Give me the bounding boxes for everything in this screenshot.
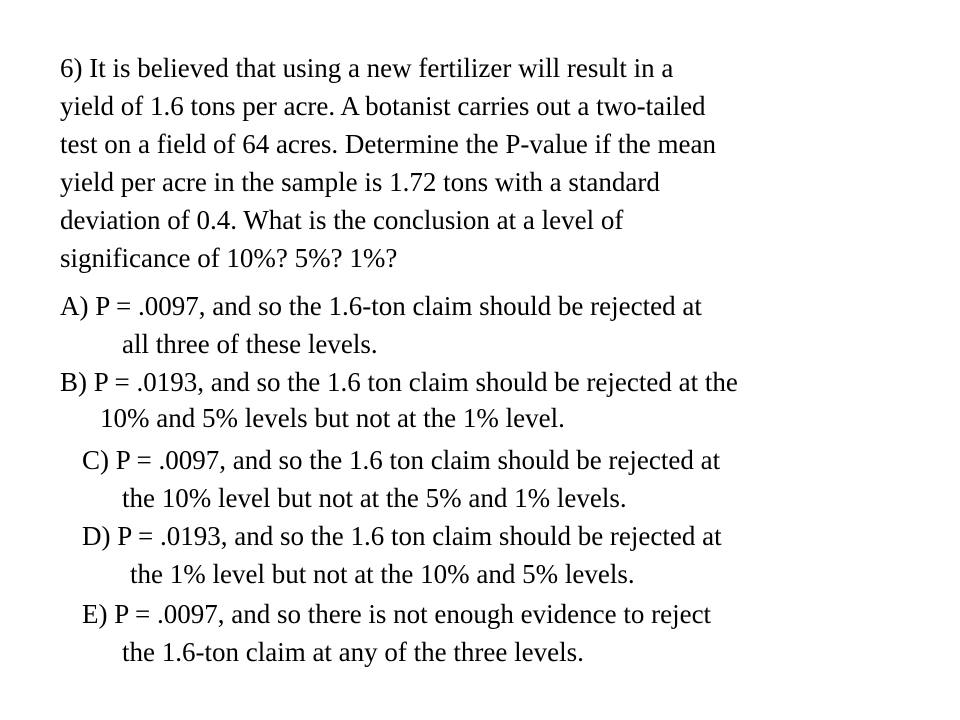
option-line: 10% and 5% levels but not at the 1% level.	[100, 403, 565, 433]
option-line: all three of these levels.	[122, 329, 378, 359]
question-line: 6) It is believed that using a new fertilizer will result in a	[60, 53, 674, 83]
question-line: yield of 1.6 tons per acre. A botanist carries out a two-tailed	[60, 91, 706, 121]
option-line: the 1% level but not at the 10% and 5% levels.	[130, 559, 635, 589]
question-line: test on a field of 64 acres. Determine the P-value if the mean	[60, 129, 717, 159]
option-line: the 10% level but not at the 5% and 1% levels.	[122, 483, 627, 513]
option-line: the 1.6-ton claim at any of the three levels.	[122, 637, 584, 667]
question-line: yield per acre in the sample is 1.72 tons with a standard	[60, 167, 660, 197]
option-line: C) P = .0097, and so the 1.6 ton claim should be rejected at	[82, 445, 721, 475]
option-line: A) P = .0097, and so the 1.6-ton claim should be rejected at	[60, 291, 702, 321]
option-line: E) P = .0097, and so there is not enough evidence to reject	[82, 599, 712, 629]
question-line: deviation of 0.4. What is the conclusion at a level of	[60, 205, 624, 235]
question-line: significance of 10%? 5%? 1%?	[60, 243, 398, 273]
option-line: D) P = .0193, and so the 1.6 ton claim should be rejected at	[82, 521, 722, 551]
option-line: B) P = .0193, and so the 1.6 ton claim should be rejected at the	[60, 367, 738, 397]
